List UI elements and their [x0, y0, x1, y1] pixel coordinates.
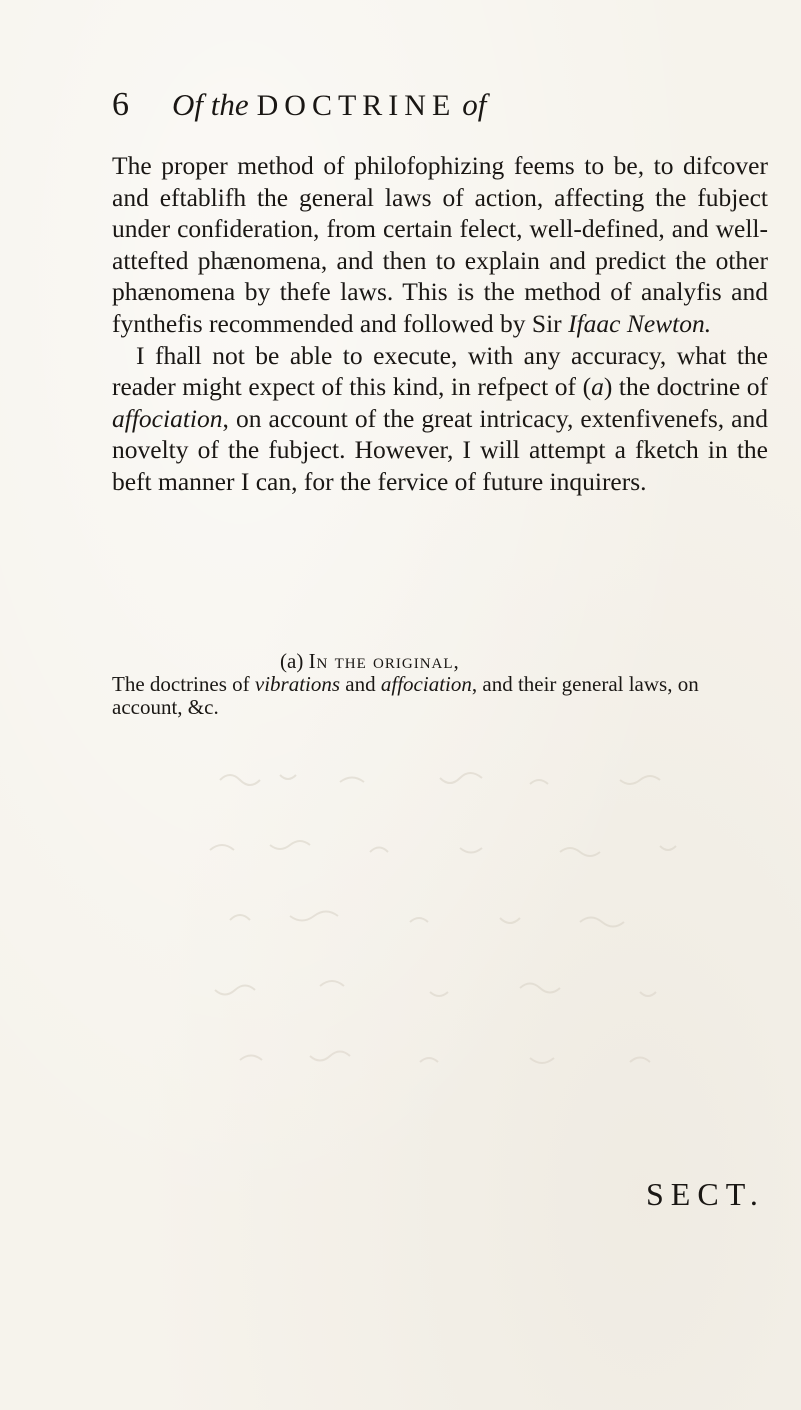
page-number: 6	[112, 86, 129, 123]
footnote-reference: a	[591, 372, 604, 402]
footnote-body	[112, 673, 768, 719]
paragraph-1-text: The proper method of philofophizing feems to be, to difcover and eftablifh the general laws of action, affecting the fubject under confideration, from certain felect, well-defined, and well-attefted phænomena, and then to explain and predict the other phænomena by thefe laws. This is the method of analyfis and fynthefis recommended and followed by Sir	[112, 151, 768, 338]
main-text	[112, 150, 768, 498]
footnote	[112, 650, 768, 719]
newton-name: Ifaac Newton.	[568, 308, 712, 338]
header-doctrine: DOCTRINE	[256, 89, 457, 122]
footnote-heading	[112, 650, 768, 673]
association-term: affociation	[112, 403, 223, 433]
footnote-text-c: , and their general laws, on account, &c.	[112, 672, 699, 719]
paragraph-2-text-a: I fhall not be able to execute, with any accuracy, what the reader might expect of this kind, in refpect of (	[112, 340, 768, 402]
running-header	[112, 88, 486, 122]
paragraph-1	[112, 150, 768, 340]
paragraph-2-text-c: , on account of the great intricacy, extenfivenefs, and novelty of the fubject. However, I will attempt a fketch in the beft manner I can, for the fervice of future inquirers.	[112, 403, 768, 496]
footnote-term-association: affociation	[380, 672, 472, 696]
paragraph-2-text-b: ) the doctrine of	[603, 372, 768, 402]
show-through-bleed	[200, 740, 740, 1130]
footnote-text-b: and	[340, 672, 381, 696]
footnote-mark: (a)	[280, 649, 304, 673]
footnote-heading-text: In the original,	[308, 649, 460, 673]
footnote-text-a: The doctrines of	[112, 672, 255, 696]
footnote-term-vibrations: vibrations	[254, 672, 341, 696]
header-of-the: Of the	[172, 87, 249, 122]
paragraph-2	[112, 340, 768, 498]
catchword: SECT.	[646, 1176, 765, 1212]
header-of: of	[462, 87, 487, 122]
